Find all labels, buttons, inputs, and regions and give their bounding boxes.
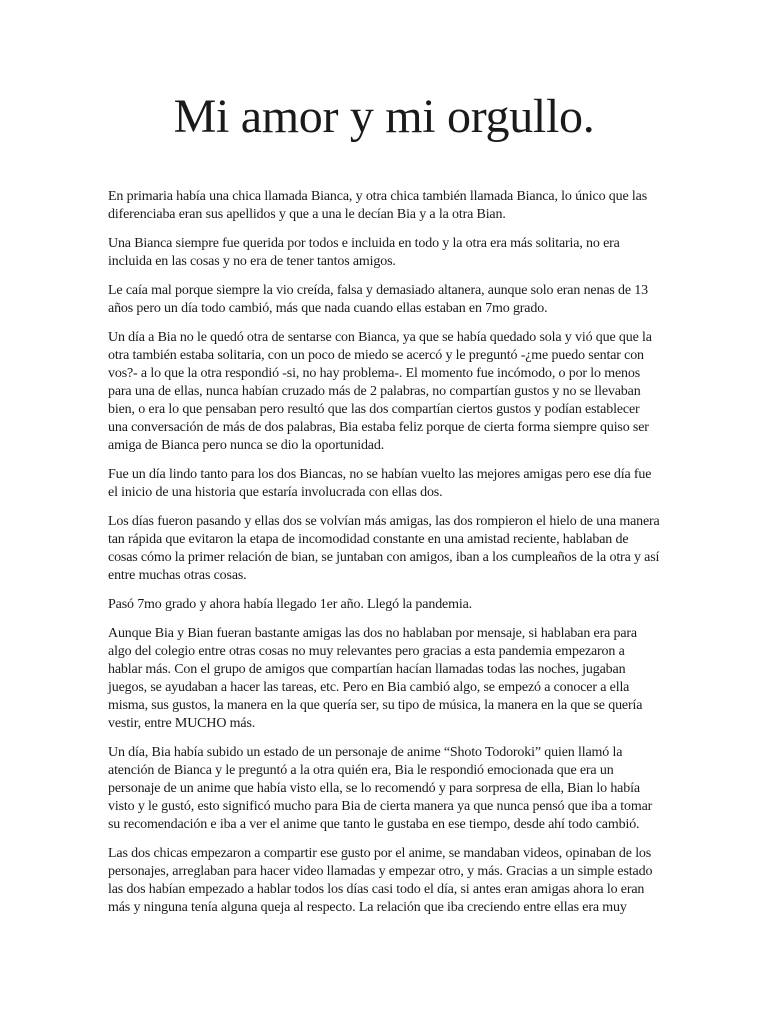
paragraph: Fue un día lindo tanto para los dos Biancas, no se habían vuelto las mejores amigas pero ese día fue el inicio de una historia que estaría involucrada con ellas dos. (108, 467, 652, 500)
paragraph: Los días fueron pasando y ellas dos se volvían más amigas, las dos rompieron el hielo de una manera tan rápida que evitaron la etapa de incomodidad constante en una amistad reciente, hablaban de cosas cómo la primer relación de bian, se juntaban con amigos, iban a los cumpleaños de la otra y así entre muchas otras cosas. (108, 514, 660, 583)
paragraph: Le caía mal porque siempre la vio creída, falsa y demasiado altanera, aunque solo eran nenas de 13 años pero un día todo cambió, más que nada cuando ellas estaban en 7mo grado. (108, 283, 649, 316)
document-title: Mi amor y mi orgullo. (173, 90, 595, 143)
paragraph: Un día, Bia había subido un estado de un personaje de anime “Shoto Todoroki” quien llamó la atención de Bianca y le preguntó a la otra quién era, Bia le respondió emocionada que era un personaje de un anime que había visto ella, se lo recomendó y para sorpresa de ella, Bian lo había visto y le gustó, esto significó mucho para Bia de cierta manera ya que nunca pensó que iba a tomar su recomendación e iba a ver el anime que tanto le gustaba en ese tiempo, desde ahí todo cambió. (108, 745, 653, 832)
paragraph: Un día a Bia no le quedó otra de sentarse con Bianca, ya que se había quedado sola y vió que que la otra también estaba solitaria, con un poco de miedo se acercó y le preguntó -¿me puedo sentar con vos?- a lo que la otra respondió -si, no hay problema-. El momento fue incómodo, o por lo menos para una de ellas, nunca habían cruzado más de 2 palabras, no compartían gustos y no se llevaban bien, o era lo que pensaban pero resultó que las dos compartían ciertos gustos y podían establecer una conversación de más de dos palabras, Bia estaba feliz porque de cierta forma siempre quiso ser amiga de Bianca pero nunca se dio la oportunidad. (108, 330, 652, 453)
document-body (108, 188, 660, 917)
paragraph: Una Bianca siempre fue querida por todos e incluida en todo y la otra era más solitaria, no era incluida en las cosas y no era de tener tantos amigos. (108, 236, 620, 269)
paragraph: Las dos chicas empezaron a compartir ese gusto por el anime, se mandaban videos, opinaban de los personajes, arreglaban para hacer video llamadas y empezar otro, y más. Gracias a un simple estado las dos habían empezado a hablar todos los días casi todo el día, si antes eran amigas ahora lo eran más y ninguna tenía alguna queja al respecto. La relación que iba creciendo entre ellas era muy (108, 846, 653, 915)
paragraph: Aunque Bia y Bian fueran bastante amigas las dos no hablaban por mensaje, si hablaban era para algo del colegio entre otras cosas no muy relevantes pero gracias a esta pandemia empezaron a hablar más. Con el grupo de amigos que compartían hacían llamadas todas las noches, jugaban juegos, se ayudaban a hacer las tareas, etc. Pero en Bia cambió algo, se empezó a conocer a ella misma, sus gustos, la manera en la que quería ser, su tipo de música, la manera en la que se quería vestir, entre MUCHO más. (108, 626, 643, 731)
paragraph: En primaria había una chica llamada Bianca, y otra chica también llamada Bianca, lo único que las diferenciaba eran sus apellidos y que a una le decían Bia y a la otra Bian. (108, 189, 647, 222)
paragraph: Pasó 7mo grado y ahora había llegado 1er año. Llegó la pandemia. (108, 597, 472, 612)
